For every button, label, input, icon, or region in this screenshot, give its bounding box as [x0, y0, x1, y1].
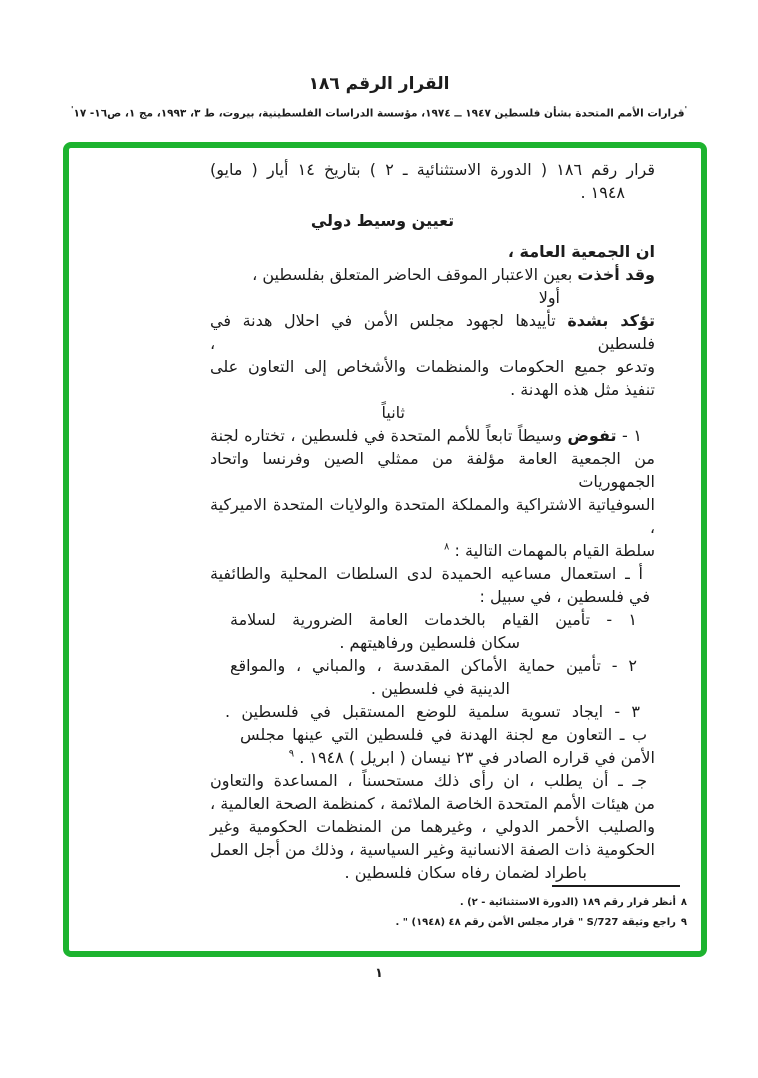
body-line-text: تنفيذ مثل هذه الهدنة .: [510, 380, 655, 399]
body-line: [210, 838, 655, 861]
body-line: [210, 447, 655, 493]
body-line-text: ١٩٤٨ .: [580, 183, 625, 202]
page-title: القرار الرقم ١٨٦: [308, 74, 450, 94]
body-line: [210, 181, 625, 204]
document-frame: [63, 142, 707, 957]
body-line: [210, 746, 655, 769]
body-line-text: السوفياتية الاشتراكية والمملكة المتحدة والولايات المتحدة الاميركية ،: [210, 495, 655, 537]
source-close-tick: ': [70, 105, 74, 114]
body-line-text: ان الجمعية العامة ،: [507, 242, 655, 261]
body-line: [210, 861, 587, 884]
body-line: [210, 209, 555, 232]
footnote-number: ٨: [680, 897, 687, 908]
body-line: [240, 723, 647, 746]
body-line-text: قرار رقم ١٨٦ ( الدورة الاستثنائية ـ ٢ ) بتاريخ ١٤ أيار ( مايو): [210, 160, 656, 179]
body-line: [210, 158, 655, 181]
body-line: [225, 700, 640, 723]
resolution-body: [210, 158, 655, 884]
body-line-text: وتدعو جميع الحكومات والمنظمات والأشخاص إلى التعاون على: [210, 357, 655, 376]
body-line: [210, 792, 655, 815]
body-line: [210, 677, 510, 700]
source-citation-text: قرارات الأمم المتحدة بشأن فلسطين ١٩٤٧ ــ ١٩٧٤، مؤسسة الدراسات الفلسطينية، بيروت، ط ٣، ١٩٩٣، مج ١، ص١٦- ١٧: [73, 107, 685, 120]
body-line-text: الدينية في فلسطين .: [370, 679, 510, 698]
body-line-text: ٢ - تأمين حماية الأماكن المقدسة ، والمباني ، والمواقع: [230, 656, 637, 675]
source-citation: [0, 105, 758, 120]
footnote-ref: ٩: [288, 748, 295, 760]
body-line-text: في فلسطين ، في سبيل :: [479, 587, 650, 606]
body-line-text: باطراد لضمان رفاه سكان فلسطين .: [344, 863, 587, 882]
body-line: [210, 240, 655, 263]
body-line-text: من هيئات الأمم المتحدة الخاصة الملائمة ، كمنظمة الصحة العالمية ،: [210, 794, 655, 813]
body-line: [210, 355, 655, 378]
footnotes-block: [387, 885, 687, 933]
footnote-text: أنظر قرار رقم ١٨٩ (الدورة الاستثنائية - ٢) .: [459, 897, 676, 908]
footnote-ref: ٨: [444, 541, 450, 553]
footnote-number: ٩: [680, 917, 687, 928]
body-line-text: أولا: [538, 288, 560, 307]
body-line-text: تفوض: [567, 426, 617, 445]
body-line: [210, 815, 655, 838]
body-line-text: الحكومية ذات الصفة الانسانية وغير السياسية ، وذلك من أجل العمل: [210, 840, 655, 859]
body-line-text: ١ -: [616, 426, 642, 445]
body-line-text: وقد أخذت: [577, 265, 655, 284]
body-line-text: ثانياً: [381, 403, 405, 422]
body-line-text: سكان فلسطين ورفاهيتهم .: [339, 633, 520, 652]
body-line-text: والصليب الأحمر الدولي ، وغيرهما من المنظمات الحكومية وغير: [210, 817, 655, 836]
body-line-text: الأمن في قراره الصادر في ٢٣ نيسان ( ابريل ) ١٩٤٨ .: [294, 748, 655, 767]
body-line: [210, 539, 655, 562]
footnote-item: [387, 893, 687, 913]
footnote-item: [387, 913, 687, 933]
body-line: [210, 424, 642, 447]
body-line-text: سلطة القيام بالمهمات التالية :: [449, 541, 655, 560]
body-line: [210, 286, 560, 309]
body-line-text: ب ـ التعاون مع لجنة الهدنة في فلسطين التي عينها مجلس: [240, 725, 647, 744]
body-line: [210, 401, 405, 424]
body-line: [210, 493, 655, 539]
body-line-text: أ ـ استعمال مساعيه الحميدة لدى السلطات المحلية والطائفية: [210, 564, 643, 583]
body-line-text: ٣ - ايجاد تسوية سلمية للوضع المستقبل في فلسطين .: [225, 702, 640, 721]
body-line-text: تأييدها لجهود مجلس الأمن في احلال هدنة في فلسطين ،: [210, 311, 655, 353]
footnote-text: راجع وثيقة S/727 " قرار مجلس الأمن رقم ٤٨ (١٩٤٨) " .: [395, 917, 676, 928]
body-line: [210, 769, 647, 792]
body-line-text: تعيين وسيط دولي: [310, 211, 455, 230]
body-line: [210, 378, 655, 401]
body-line-text: ١ - تأمين القيام بالخدمات العامة الضرورية لسلامة: [230, 610, 637, 629]
body-line: [210, 585, 650, 608]
footnote-separator: [552, 885, 680, 887]
body-line: [210, 309, 655, 355]
body-line: [210, 562, 643, 585]
body-line: [230, 608, 637, 631]
body-line-text: جـ ـ أن يطلب ، ان رأى ذلك مستحسناً ، المساعدة والتعاون: [210, 771, 647, 790]
body-line-text: بعين الاعتبار الموقف الحاضر المتعلق بفلسطين ،: [252, 265, 578, 284]
body-line-text: تؤكد بشدة: [567, 311, 656, 330]
source-open-tick: ': [684, 105, 688, 114]
page-number: ١: [375, 966, 383, 981]
body-line: [210, 263, 655, 286]
body-line: [230, 654, 637, 677]
body-line: [210, 631, 520, 654]
body-line-text: وسيطاً تابعاً للأمم المتحدة في فلسطين ، تختاره لجنة: [210, 426, 568, 445]
body-line-text: من الجمعية العامة مؤلفة من ممثلي الصين وفرنسا واتحاد الجمهوريات: [210, 449, 655, 491]
